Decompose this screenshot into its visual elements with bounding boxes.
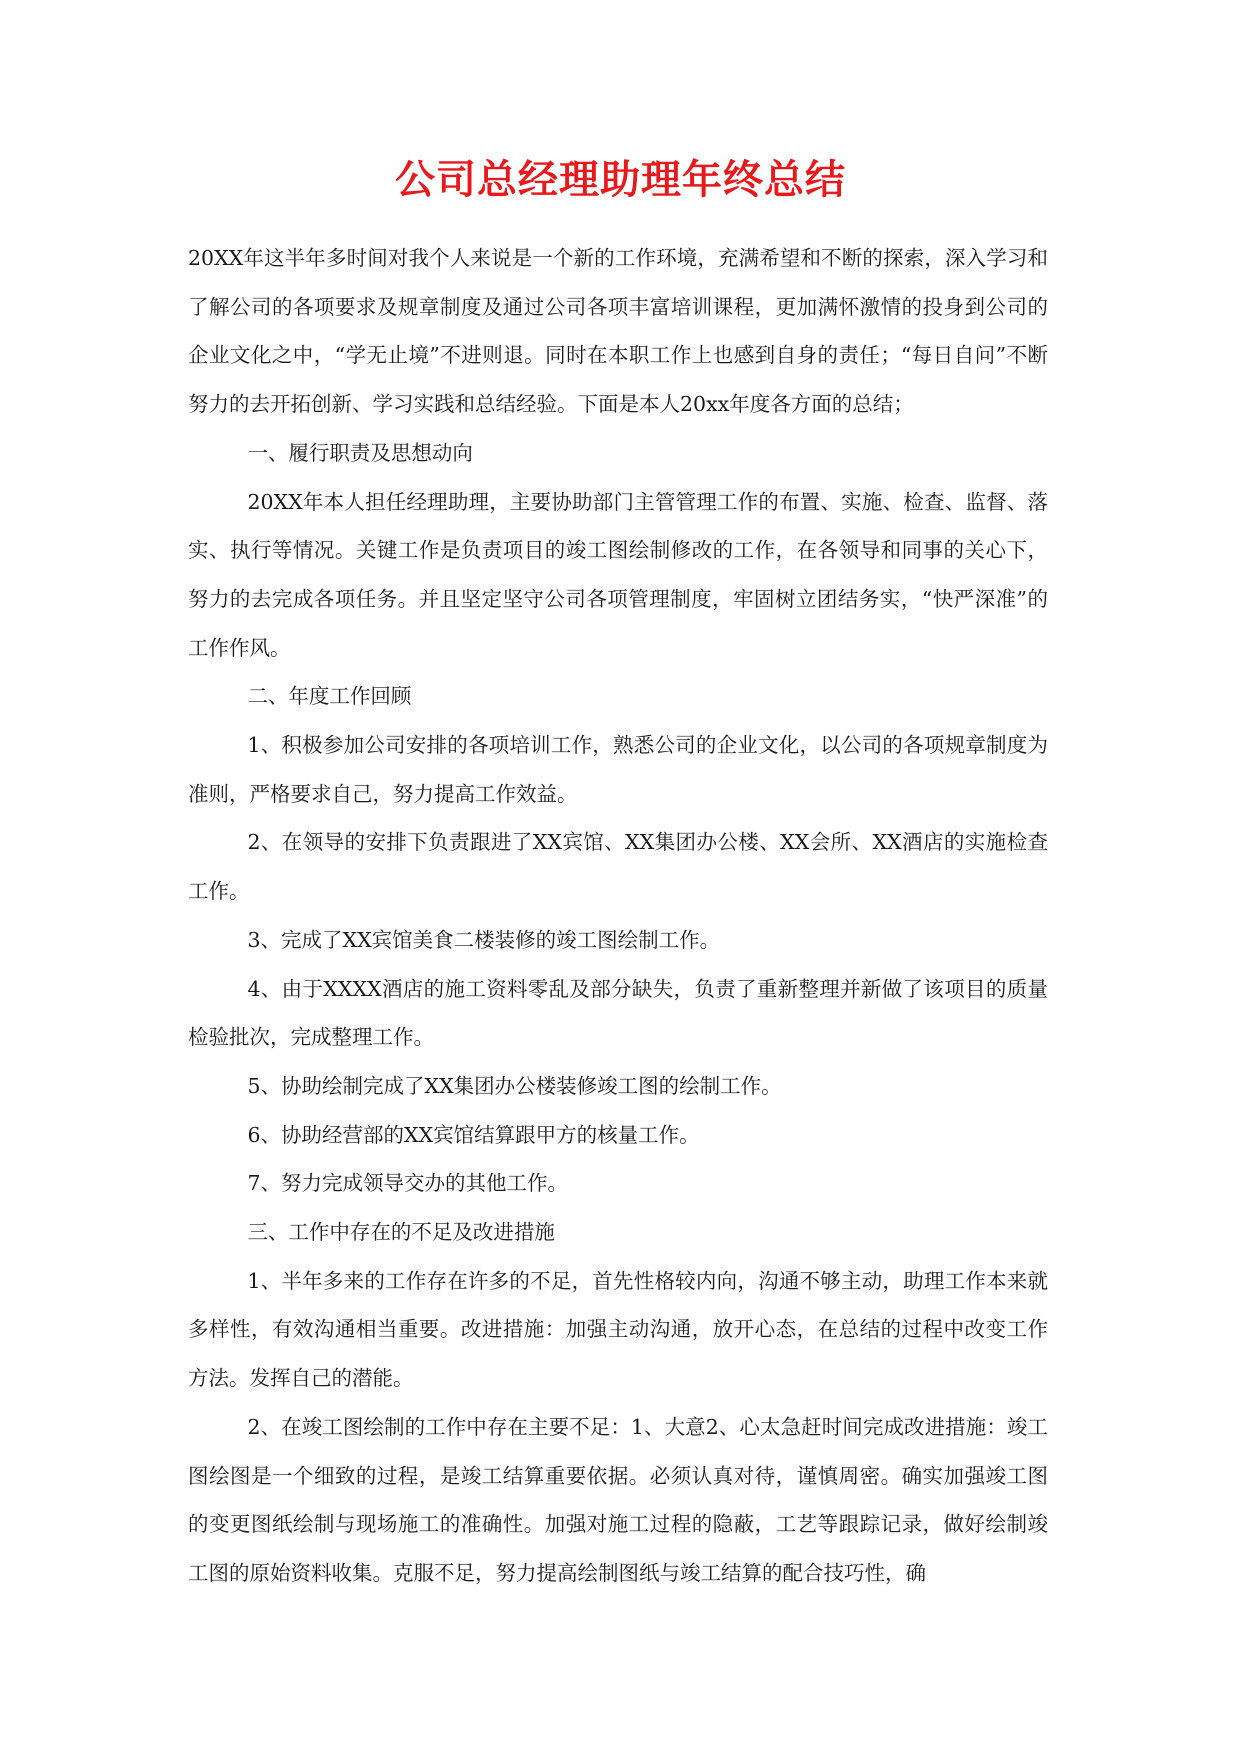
list-item-4: 4、由于XXXX酒店的施工资料零乱及部分缺失，负责了重新整理并新做了该项目的质量检验批次，完成整理工作。 xyxy=(188,976,1048,1050)
list-item-1: 1、积极参加公司安排的各项培训工作，熟悉公司的企业文化，以公司的各项规章制度为准则，严格要求自己，努力提高工作效益。 xyxy=(188,733,1048,806)
document-body xyxy=(188,234,1048,1598)
section-heading-1: 一、履行职责及思想动向 xyxy=(247,440,473,465)
section-heading-3: 三、工作中存在的不足及改进措施 xyxy=(247,1220,555,1245)
list-item-2: 2、在领导的安排下负责跟进了XX宾馆、XX集团办公楼、XX会所、XX酒店的实施检查工作。 xyxy=(188,830,1048,904)
list-item-6: 6、协助经营部的XX宾馆结算跟甲方的核量工作。 xyxy=(247,1122,700,1147)
section-heading-2: 二、年度工作回顾 xyxy=(247,684,412,709)
list-item-7: 7、努力完成领导交办的其他工作。 xyxy=(247,1171,568,1196)
list-item-5: 5、协助绘制完成了XX集团办公楼装修竣工图的绘制工作。 xyxy=(247,1073,782,1098)
improvement-item-2: 2、在竣工图绘制的工作中存在主要不足：1、大意2、心太急赶时间完成改进措施：竣工图绘图是一个细致的过程，是竣工结算重要依据。必须认真对待，谨慎周密。确实加强竣工图的变更图纸绘制与现场施工的准确性。加强对施工过程的隐蔽，工艺等跟踪记录，做好绘制竣工图的原始资料收集。克服不足，努力提高绘制图纸与竣工结算的配合技巧性，确 xyxy=(188,1414,1048,1585)
paragraph-duties: 20XX年本人担任经理助理，主要协助部门主管管理工作的布置、实施、检查、监督、落实、执行等情况。关键工作是负责项目的竣工图绘制修改的工作，在各领导和同事的关心下，努力的去完成各项任务。并且坚定坚守公司各项管理制度，牢固树立团结务实，“快严深准”的工作作风。 xyxy=(188,489,1048,660)
document-title: 公司总经理助理年终总结 xyxy=(395,156,846,203)
intro-paragraph: 20XX年这半年多时间对我个人来说是一个新的工作环境，充满希望和不断的探索，深入学习和了解公司的各项要求及规章制度及通过公司各项丰富培训课程，更加满怀激情的投身到公司的企业文化之中，“学无止境”不进则退。同时在本职工作上也感到自身的责任；“每日自问”不断努力的去开拓创新、学习实践和总结经验。下面是本人20xx年度各方面的总结； xyxy=(188,246,1048,417)
improvement-item-1: 1、半年多来的工作存在许多的不足，首先性格较内向，沟通不够主动，助理工作本来就多样性，有效沟通相当重要。改进措施：加强主动沟通，放开心态，在总结的过程中改变工作方法。发挥自己的潜能。 xyxy=(188,1268,1048,1391)
list-item-3: 3、完成了XX宾馆美食二楼装修的竣工图绘制工作。 xyxy=(247,927,721,952)
